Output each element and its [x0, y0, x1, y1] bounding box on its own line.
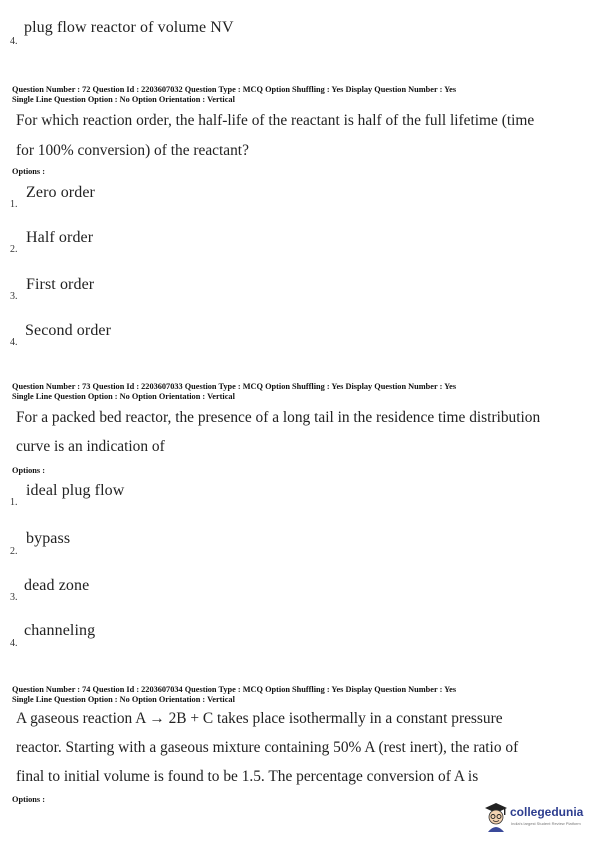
question-text-line: for 100% conversion) of the reactant?: [16, 142, 249, 159]
option-text: channeling: [24, 622, 96, 639]
option-number: 1.: [10, 497, 18, 508]
question-text-line: A gaseous reaction A → 2B + C takes place isothermally in a constant pressure: [16, 710, 503, 727]
options-label: Options :: [12, 795, 45, 804]
option-number: 4.: [10, 36, 18, 47]
option-number: 4.: [10, 638, 18, 649]
question-meta-line2: Single Line Question Option : No Option Orientation : Vertical: [12, 695, 235, 704]
option-number: 1.: [10, 199, 18, 210]
question-text-line: For which reaction order, the half-life of the reactant is half of the full lifetime (time: [16, 112, 535, 129]
option-text: bypass: [26, 530, 71, 547]
student-mascot-icon: [482, 800, 510, 832]
question-text-line: final to initial volume is found to be 1.5. The percentage conversion of A is: [16, 768, 479, 785]
option-number: 4.: [10, 337, 18, 348]
option-number: 2.: [10, 244, 18, 255]
option-text: Half order: [26, 229, 94, 246]
option-text: ideal plug flow: [26, 482, 125, 499]
option-text: plug flow reactor of volume NV: [24, 19, 234, 36]
option-text: Second order: [25, 322, 112, 339]
option-number: 3.: [10, 592, 18, 603]
logo-tagline: India's largest Student Review Platform: [511, 821, 581, 826]
question-meta-line1: Question Number : 74 Question Id : 2203607034 Question Type : MCQ Option Shuffling : Yes Display Question Number : Yes: [12, 685, 457, 694]
collegedunia-logo: [482, 800, 590, 834]
question-meta-line1: Question Number : 72 Question Id : 2203607032 Question Type : MCQ Option Shuffling : Yes Display Question Number : Yes: [12, 85, 457, 94]
option-text: dead zone: [24, 577, 90, 594]
options-label: Options :: [12, 167, 45, 176]
question-text-line: reactor. Starting with a gaseous mixture containing 50% A (rest inert), the ratio of: [16, 739, 519, 756]
question-meta-line1: Question Number : 73 Question Id : 2203607033 Question Type : MCQ Option Shuffling : Yes Display Question Number : Yes: [12, 382, 457, 391]
question-meta-line2: Single Line Question Option : No Option Orientation : Vertical: [12, 392, 235, 401]
option-text: Zero order: [26, 184, 95, 201]
question-text-line: curve is an indication of: [16, 438, 165, 455]
option-number: 3.: [10, 291, 18, 302]
question-meta-line2: Single Line Question Option : No Option Orientation : Vertical: [12, 95, 235, 104]
option-text: First order: [26, 276, 95, 293]
logo-brand-text: collegedunia: [510, 805, 584, 819]
option-number: 2.: [10, 546, 18, 557]
question-text-line: For a packed bed reactor, the presence of a long tail in the residence time distribution: [16, 409, 541, 426]
options-label: Options :: [12, 466, 45, 475]
